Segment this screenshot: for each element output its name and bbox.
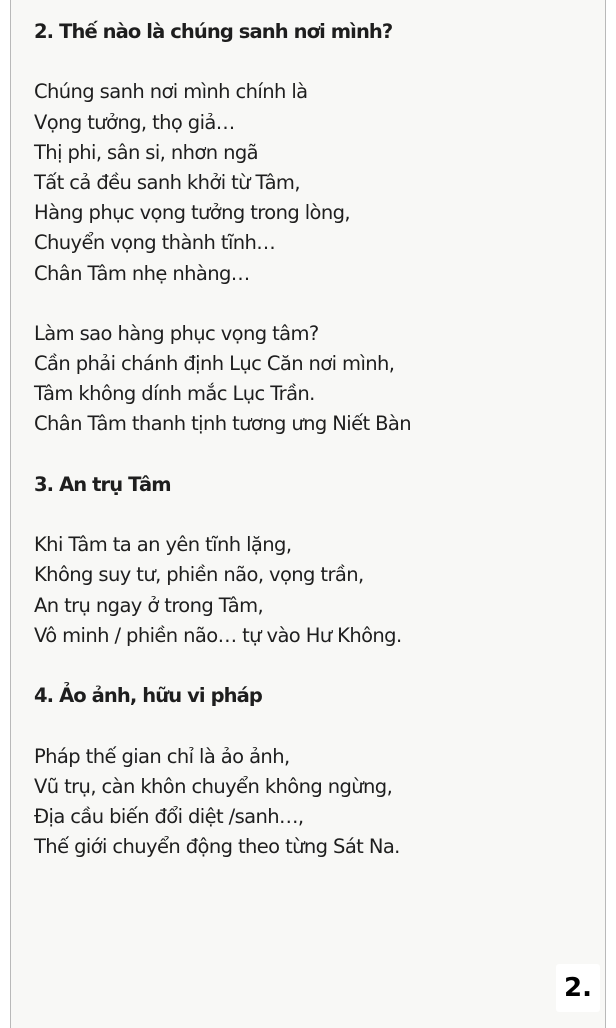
poem-line: Pháp thế gian chỉ là ảo ảnh,: [34, 744, 290, 768]
poem-line: Vô minh / phiền não… tự vào Hư Không.: [34, 623, 402, 647]
poem-line: Chuyển vọng thành tĩnh…: [34, 231, 276, 255]
section-heading: 3. An trụ Tâm: [34, 472, 171, 496]
poem-text: [34, 17, 411, 862]
section-heading: 2. Thế nào là chúng sanh nơi mình?: [34, 20, 393, 43]
page-number: 2.: [556, 964, 600, 1012]
poem-line: Làm sao hàng phục vọng tâm?: [34, 321, 319, 345]
poem-line: Địa cầu biến đổi diệt /sanh…,: [34, 804, 304, 828]
poem-line: An trụ ngay ở trong Tâm,: [34, 593, 264, 617]
poem-line: Tâm không dính mắc Lục Trần.: [34, 382, 315, 406]
poem-line: Hàng phục vọng tưởng trong lòng,: [34, 201, 351, 225]
poem-line: Thế giới chuyển động theo từng Sát Na.: [34, 835, 400, 859]
poem-line: Chúng sanh nơi mình chính là: [34, 80, 308, 104]
document-page: [10, 0, 606, 1028]
poem-line: Thị phi, sân si, nhơn ngã: [34, 140, 258, 164]
poem-line: Chân Tâm thanh tịnh tương ưng Niết Bàn: [34, 412, 412, 436]
poem-line: Khi Tâm ta an yên tĩnh lặng,: [34, 533, 292, 557]
poem-line: Vũ trụ, càn khôn chuyển không ngừng,: [34, 774, 393, 798]
section-heading: 4. Ảo ảnh, hữu vi pháp: [34, 684, 262, 708]
poem-line: Cần phải chánh định Lục Căn nơi mình,: [34, 352, 395, 376]
poem-line: Tất cả đều sanh khởi từ Tâm,: [34, 170, 300, 194]
poem-line: Vọng tưởng, thọ giả…: [34, 110, 235, 134]
poem-line: Chân Tâm nhẹ nhàng…: [34, 261, 250, 285]
poem-line: Không suy tư, phiền não, vọng trần,: [34, 563, 364, 587]
